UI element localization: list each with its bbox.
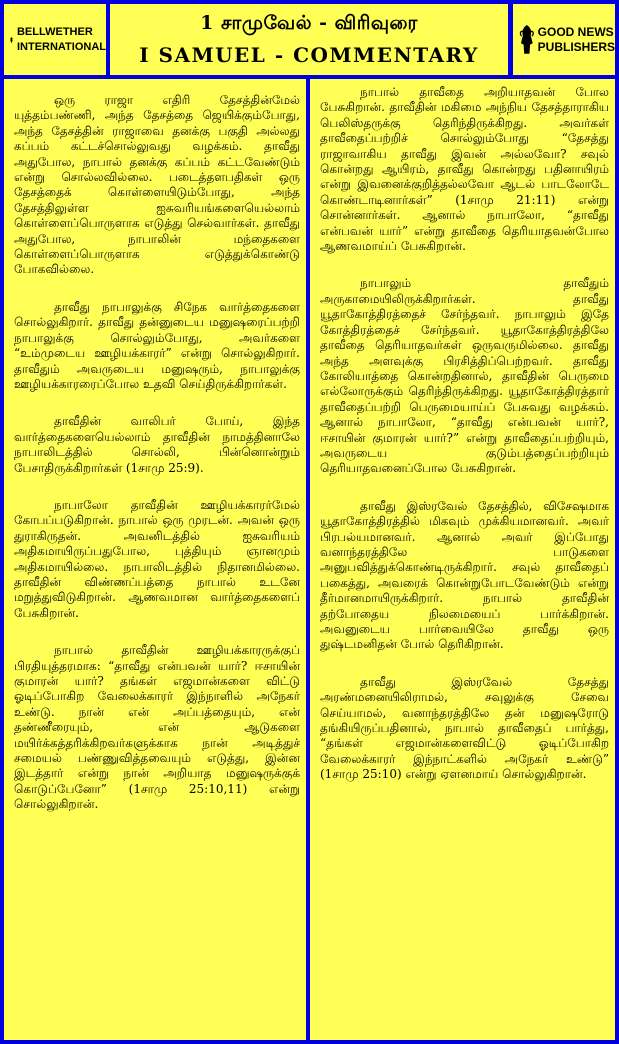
logo-left-line2: INTERNATIONAL [16, 40, 106, 53]
right-column [310, 79, 615, 1040]
paragraph: நாபாலும் தாவீதும் அருகாமையிலிருக்கிறார்கள். தாவீது யூதாகோத்திரத்தைச் சேர்ந்தவர். நாபாலும் இதே கோத்திரத்தைச் சேர்ந்தவர். யூதாகோத்திரத்திலே தாவீதை தெரியாதவர்கள் ஒருவருமில்லை. தாவீது அந்த அளவுக்கு பிரசித்திப்பெற்றவர். தாவீது கோலியாத்தை கொன்றதினால், தாவீதின் பெருமை எல்லோருக்கும் தெரிந்திருக்கிறது. யூதாகோத்திரத்தார் தாவீதைப்பற்றி பெருமையாய்ப் பேசுவது வழக்கம். ஆனால் நாபாலோ, “தாவீது என்பவன் யார்?, ஈசாயின் குமாரன் யார்?” என்று தாவீதைப்பற்றியும், அவருடைய குடும்பத்தைப்பற்றியும் தெரியாதவனைப்போல பேசுகிறான். [320, 276, 609, 476]
ram-head-icon [10, 17, 13, 63]
header-title [110, 4, 508, 75]
bellwether-logo [4, 4, 106, 75]
ram-head-icon [519, 15, 535, 65]
good-news-logo [513, 4, 615, 75]
paragraph: தாவீது நாபாலுக்கு சிநேக வார்த்தைகளை சொல்லுகிறார். தாவீது தன்னுடைய மனுஷரைப்பற்றி நாபாலுக்கு சொல்லும்போது, அவர்களை “உம்முடைய ஊழியக்காரர்” என்று சொல்லுகிறார். தாவீதும் அவருடைய மனுஷரும், நாபாலுக்கு ஊழியக்காரரைப்போல உதவி செய்திருக்கிறார்கள். [14, 299, 300, 391]
paragraph: ஒரு ராஜா எதிரி தேசத்தின்மேல் யுத்தம்பண்ணி, அந்த தேசத்தை ஜெயிக்கும்போது, அந்த தேசத்தின் ராஜாவை தனக்கு பகுதி அல்லது கப்பம் கட்டச்சொல்லுவது வழக்கம். தாவீது அதுபோல, நாபால் தனக்கு கப்பம் கட்டவேண்டும் என்று சொல்லவில்லை. படைத்தளபதிகள் ஒரு தேசத்தைக் கொள்ளையிடும்போது, அந்த தேசத்திலுள்ள ஐசுவரியங்களையெல்லாம் கொள்ளைப்பொருளாக எடுத்து செல்வார்கள். தாவீது அதுபோல, நாபாலின் மந்தைகளை கொள்ளைப்பொருளாக எடுத்துக்கொண்டு போகவில்லை. [14, 93, 300, 277]
paragraph: நாபால் தாவீதின் ஊழியக்காரருக்குப் பிரதியுத்தரமாக: “தாவீது என்பவன் யார்? ஈசாயின் குமாரன் யார்? தங்கள் எஜமான்களை விட்டு ஓடிப்போகிற வேலைக்காரர் இந்நாளில் அநேகர் உண்டு. நான் என் அப்பத்தையும், என் தண்ணீரையும், என் ஆடுகளை மயிர்க்கத்தரிக்கிறவர்களுக்காக நான் அடித்துச் சமையல் பண்ணுவித்தவையும் எடுத்து, இன்ன இடத்தார் என்று நான் அறியாத மனுஷருக்குக் கொடுப்பேனோ” (1சாமு 25:10,11) என்று சொல்லுகிறான். [14, 643, 300, 812]
title-english: I SAMUEL - COMMENTARY [139, 43, 479, 67]
logo-right-line1: GOOD NEWS [537, 24, 614, 39]
paragraph: நாபால் தாவீதை அறியாதவன் போல பேசுகிறான். தாவீதின் மகிமை அந்நிய தேசத்தாராகிய பெலிஸ்தருக்கு தெரிந்திருக்கிறது. அவர்கள் தாவீதைப்பற்றிச் சொல்லும்போது “தேசத்து ராஜாவாகிய தாவீது இவன் அல்லவோ? சவுல் கொன்றது ஆயிரம், தாவீது கொன்றது பதினாயிரம் என்று இவனைக்குறித்தல்லவோ ஆடல் பாடலோடே கொண்டாடினார்கள்” (1சாமு 21:11) என்று சொன்னார்கள். ஆனால் நாபாலோ, “தாவீது என்பவன் யார்” என்று தாவீதை தெரியாதவன்போல ஆணவமாய்ப் பேசுகிறான். [320, 85, 609, 254]
left-column [4, 79, 306, 1040]
paragraph: தாவீது இஸ்ரவேல் தேசத்தில், விசேஷமாக யூதாகோத்திரத்தில் மிகவும் முக்கியமானவர். அவர் பிரபல்யமானவர். ஆனால் அவர் இப்போது வனாந்தரத்திலே பாடுகளை அனுபவித்துக்கொண்டிருக்கிறார். சவுல் தாவீதைப் பகைத்து, அவரைக் கொன்றுபோடவேண்டும் என்று தீர்மானமாயிருக்கிறார். நாபால் தாவீதின் தற்போதைய நிலமையைப் பார்க்கிறான். அவனுடைய பார்வையிலே தாவீது ஒரு துஷ்டமனிதன் போல் தெரிகிறான். [320, 498, 609, 652]
logo-left-line1: BELLWETHER [16, 25, 93, 38]
title-tamil: 1 சாமுவேல் - விரிவுரை [200, 12, 418, 34]
paragraph: நாபாலோ தாவீதின் ஊழியக்காரர்மேல் கோபப்படுகிறான். நாபால் ஒரு முரடன். அவன் ஒரு துராகிருதன். அவனிடத்தில் ஐசுவரியம் அதிகமாயிருப்பதுபோல, புத்தியும் ஞானமும் அதிகமாயில்லை. நாபாலிடத்தில் நிதானமில்லை. தாவீதின் விண்ணப்பத்தை நாபால் உடனே மறுத்துவிடுகிறான். ஆணவமான வார்த்தைகளைப் பேசுகிறான். [14, 497, 300, 620]
logo-right-line2: PUBLISHERS [537, 39, 615, 54]
paragraph: தாவீது இஸ்ரவேல் தேசத்து அரண்மனையிலிராமல், சவுலுக்கு சேவை செய்யாமல், வனாந்தரத்திலே தன் மனுஷரோடு தங்கியிருப்பதினால், நாபால் தாவீதைப் பார்த்து, “தங்கள் எஜமான்களைவிட்டு ஓடிப்போகிற வேலைக்காரர் இந்நாட்களில் அநேகர் உண்டு” (1சாமு 25:10) என்று ஏளனமாய் சொல்லுகிறான். [320, 674, 609, 782]
paragraph: தாவீதின் வாலிபர் போய், இந்த வார்த்தைகளையெல்லாம் தாவீதின் நாமத்தினாலே நாபாலிடத்தில் சொல்லி, பின்னொன்றும் பேசாதிருக்கிறார்கள் (1சாமு 25:9). [14, 414, 300, 475]
